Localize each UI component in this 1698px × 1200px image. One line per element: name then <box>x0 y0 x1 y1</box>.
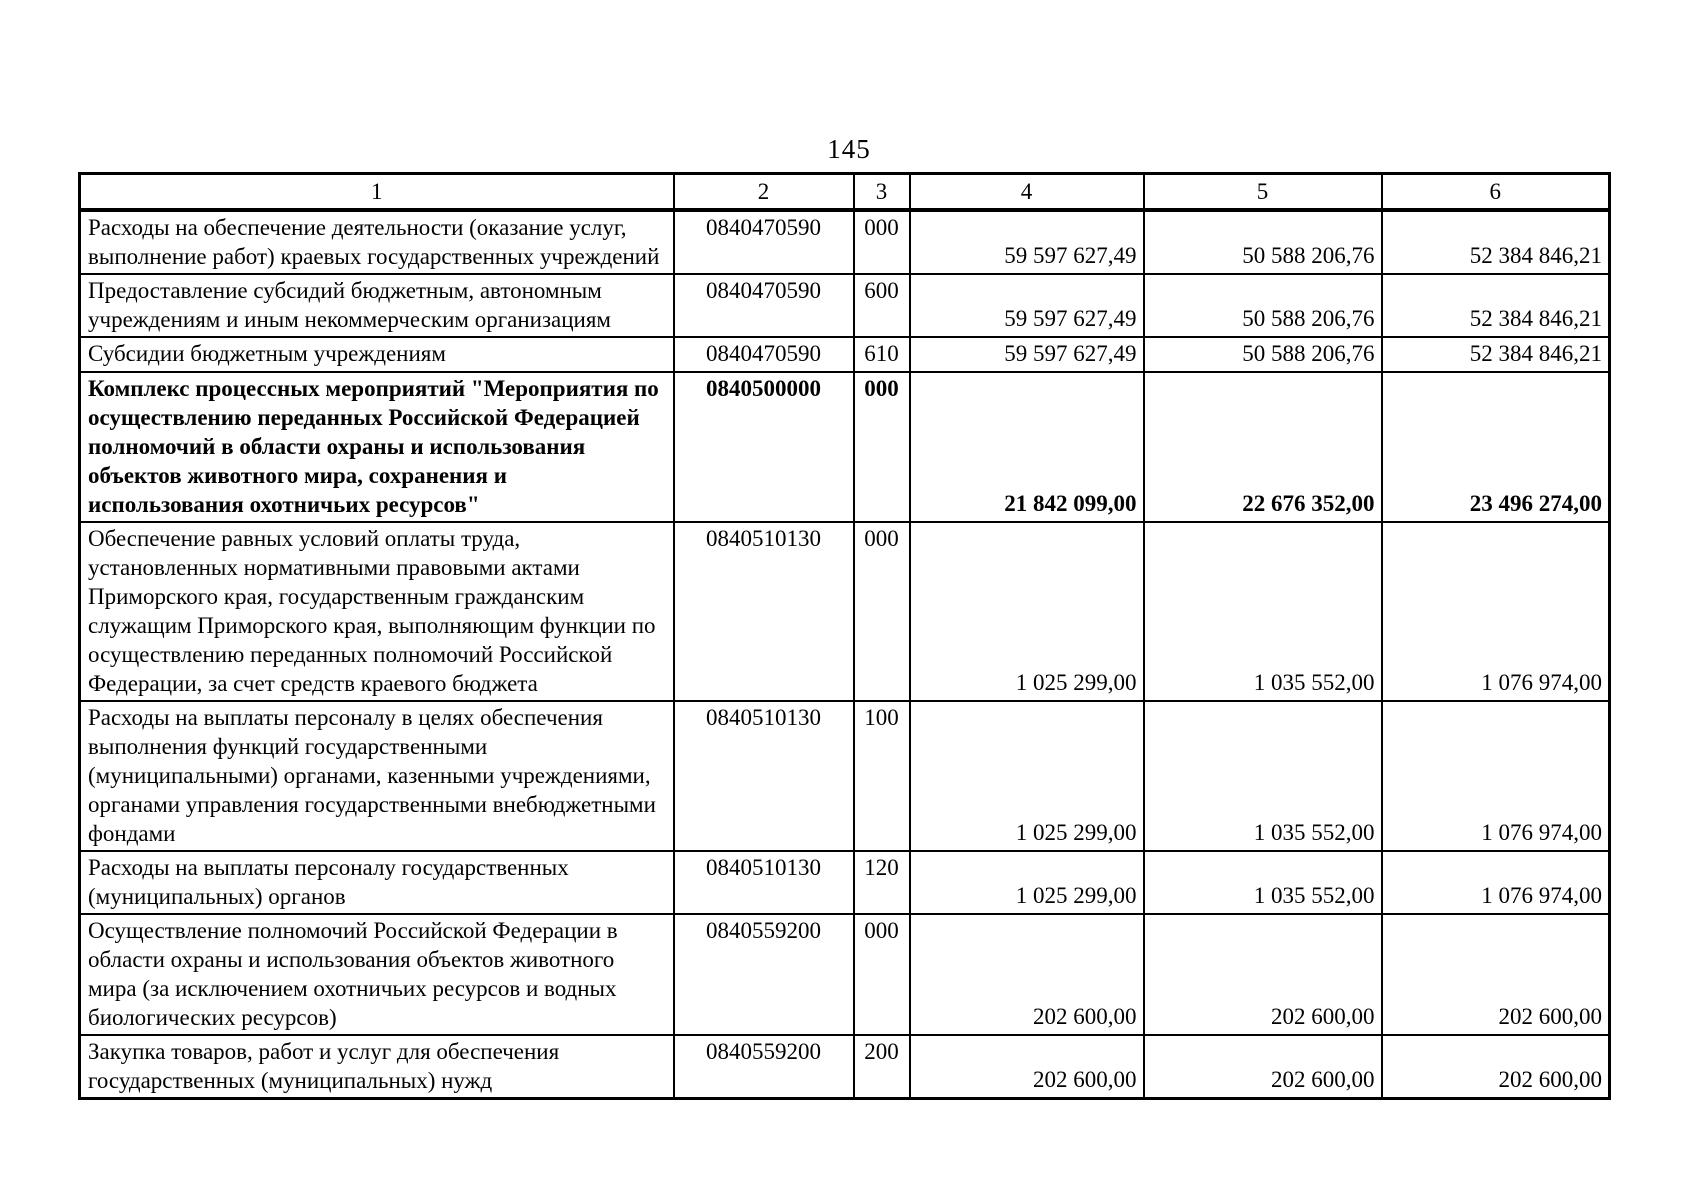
row-vr-cell: 000 <box>854 210 910 274</box>
table-row <box>80 372 1610 522</box>
row-vr-cell: 120 <box>854 851 910 914</box>
row-value-cell-5: 1 035 552,00 <box>1144 701 1382 851</box>
row-vr-cell: 000 <box>854 914 910 1035</box>
row-code-cell: 0840470590 <box>674 210 854 274</box>
row-value-cell-4: 1 025 299,00 <box>910 522 1144 701</box>
table-row <box>80 914 1610 1035</box>
row-vr-cell: 610 <box>854 337 910 372</box>
table-row <box>80 522 1610 701</box>
column-header-3: 3 <box>854 174 910 211</box>
row-name-cell: Расходы на выплаты персоналу в целях обеспечения выполнения функций государственными (муниципальными) органами, казенными учреждениями, органами управления государственными внебюджетными фондами <box>80 701 674 851</box>
row-value-cell-6: 1 076 974,00 <box>1382 701 1610 851</box>
row-vr-cell: 200 <box>854 1035 910 1099</box>
row-value-cell-4: 1 025 299,00 <box>910 701 1144 851</box>
budget-table <box>78 172 1611 1100</box>
row-value-cell-4: 59 597 627,49 <box>910 210 1144 274</box>
row-value-cell-6: 202 600,00 <box>1382 1035 1610 1099</box>
row-code-cell: 0840510130 <box>674 701 854 851</box>
row-value-cell-4: 59 597 627,49 <box>910 337 1144 372</box>
row-value-cell-4: 1 025 299,00 <box>910 851 1144 914</box>
column-header-2: 2 <box>674 174 854 211</box>
row-code-cell: 0840470590 <box>674 274 854 337</box>
column-header-4: 4 <box>910 174 1144 211</box>
row-value-cell-6: 1 076 974,00 <box>1382 522 1610 701</box>
row-value-cell-6: 52 384 846,21 <box>1382 274 1610 337</box>
row-value-cell-4: 59 597 627,49 <box>910 274 1144 337</box>
column-header-5: 5 <box>1144 174 1382 211</box>
row-value-cell-6: 202 600,00 <box>1382 914 1610 1035</box>
row-name-cell: Осуществление полномочий Российской Федерации в области охраны и использования объектов животного мира (за исключением охотничьих ресурсов и водных биологических ресурсов) <box>80 914 674 1035</box>
row-code-cell: 0840470590 <box>674 337 854 372</box>
table-row <box>80 337 1610 372</box>
row-code-cell: 0840500000 <box>674 372 854 522</box>
table-row <box>80 1035 1610 1099</box>
row-name-cell: Расходы на выплаты персоналу государственных (муниципальных) органов <box>80 851 674 914</box>
row-code-cell: 0840510130 <box>674 522 854 701</box>
row-value-cell-6: 1 076 974,00 <box>1382 851 1610 914</box>
row-name-cell: Расходы на обеспечение деятельности (оказание услуг, выполнение работ) краевых государственных учреждений <box>80 210 674 274</box>
row-value-cell-6: 52 384 846,21 <box>1382 210 1610 274</box>
row-vr-cell: 100 <box>854 701 910 851</box>
row-value-cell-4: 21 842 099,00 <box>910 372 1144 522</box>
row-vr-cell: 600 <box>854 274 910 337</box>
row-value-cell-5: 202 600,00 <box>1144 914 1382 1035</box>
table-row <box>80 274 1610 337</box>
row-value-cell-5: 50 588 206,76 <box>1144 274 1382 337</box>
row-value-cell-4: 202 600,00 <box>910 914 1144 1035</box>
row-value-cell-5: 1 035 552,00 <box>1144 522 1382 701</box>
table-row <box>80 851 1610 914</box>
row-value-cell-6: 23 496 274,00 <box>1382 372 1610 522</box>
table-body <box>80 210 1610 1099</box>
row-value-cell-5: 22 676 352,00 <box>1144 372 1382 522</box>
row-name-cell: Предоставление субсидий бюджетным, автономным учреждениям и иным некоммерческим организациям <box>80 274 674 337</box>
row-name-cell: Субсидии бюджетным учреждениям <box>80 337 674 372</box>
row-name-cell: Закупка товаров, работ и услуг для обеспечения государственных (муниципальных) нужд <box>80 1035 674 1099</box>
row-vr-cell: 000 <box>854 372 910 522</box>
row-value-cell-5: 50 588 206,76 <box>1144 337 1382 372</box>
row-value-cell-6: 52 384 846,21 <box>1382 337 1610 372</box>
table-row <box>80 210 1610 274</box>
row-code-cell: 0840559200 <box>674 1035 854 1099</box>
table-header-row <box>80 174 1610 211</box>
row-code-cell: 0840510130 <box>674 851 854 914</box>
row-value-cell-5: 1 035 552,00 <box>1144 851 1382 914</box>
row-value-cell-5: 50 588 206,76 <box>1144 210 1382 274</box>
row-name-cell: Обеспечение равных условий оплаты труда, установленных нормативными правовыми актами Приморского края, государственным гражданским служащим Приморского края, выполняющим функции по осуществлению переданных полномочий Российской Федерации, за счет средств краевого бюджета <box>80 522 674 701</box>
page-number: 145 <box>827 134 871 164</box>
column-header-6: 6 <box>1382 174 1610 211</box>
column-header-1: 1 <box>80 174 674 211</box>
row-code-cell: 0840559200 <box>674 914 854 1035</box>
table-row <box>80 701 1610 851</box>
row-name-cell: Комплекс процессных мероприятий "Мероприятия по осуществлению переданных Российской Федерацией полномочий в области охраны и использования объектов животного мира, сохранения и использования охотничьих ресурсов" <box>80 372 674 522</box>
row-value-cell-5: 202 600,00 <box>1144 1035 1382 1099</box>
row-vr-cell: 000 <box>854 522 910 701</box>
row-value-cell-4: 202 600,00 <box>910 1035 1144 1099</box>
